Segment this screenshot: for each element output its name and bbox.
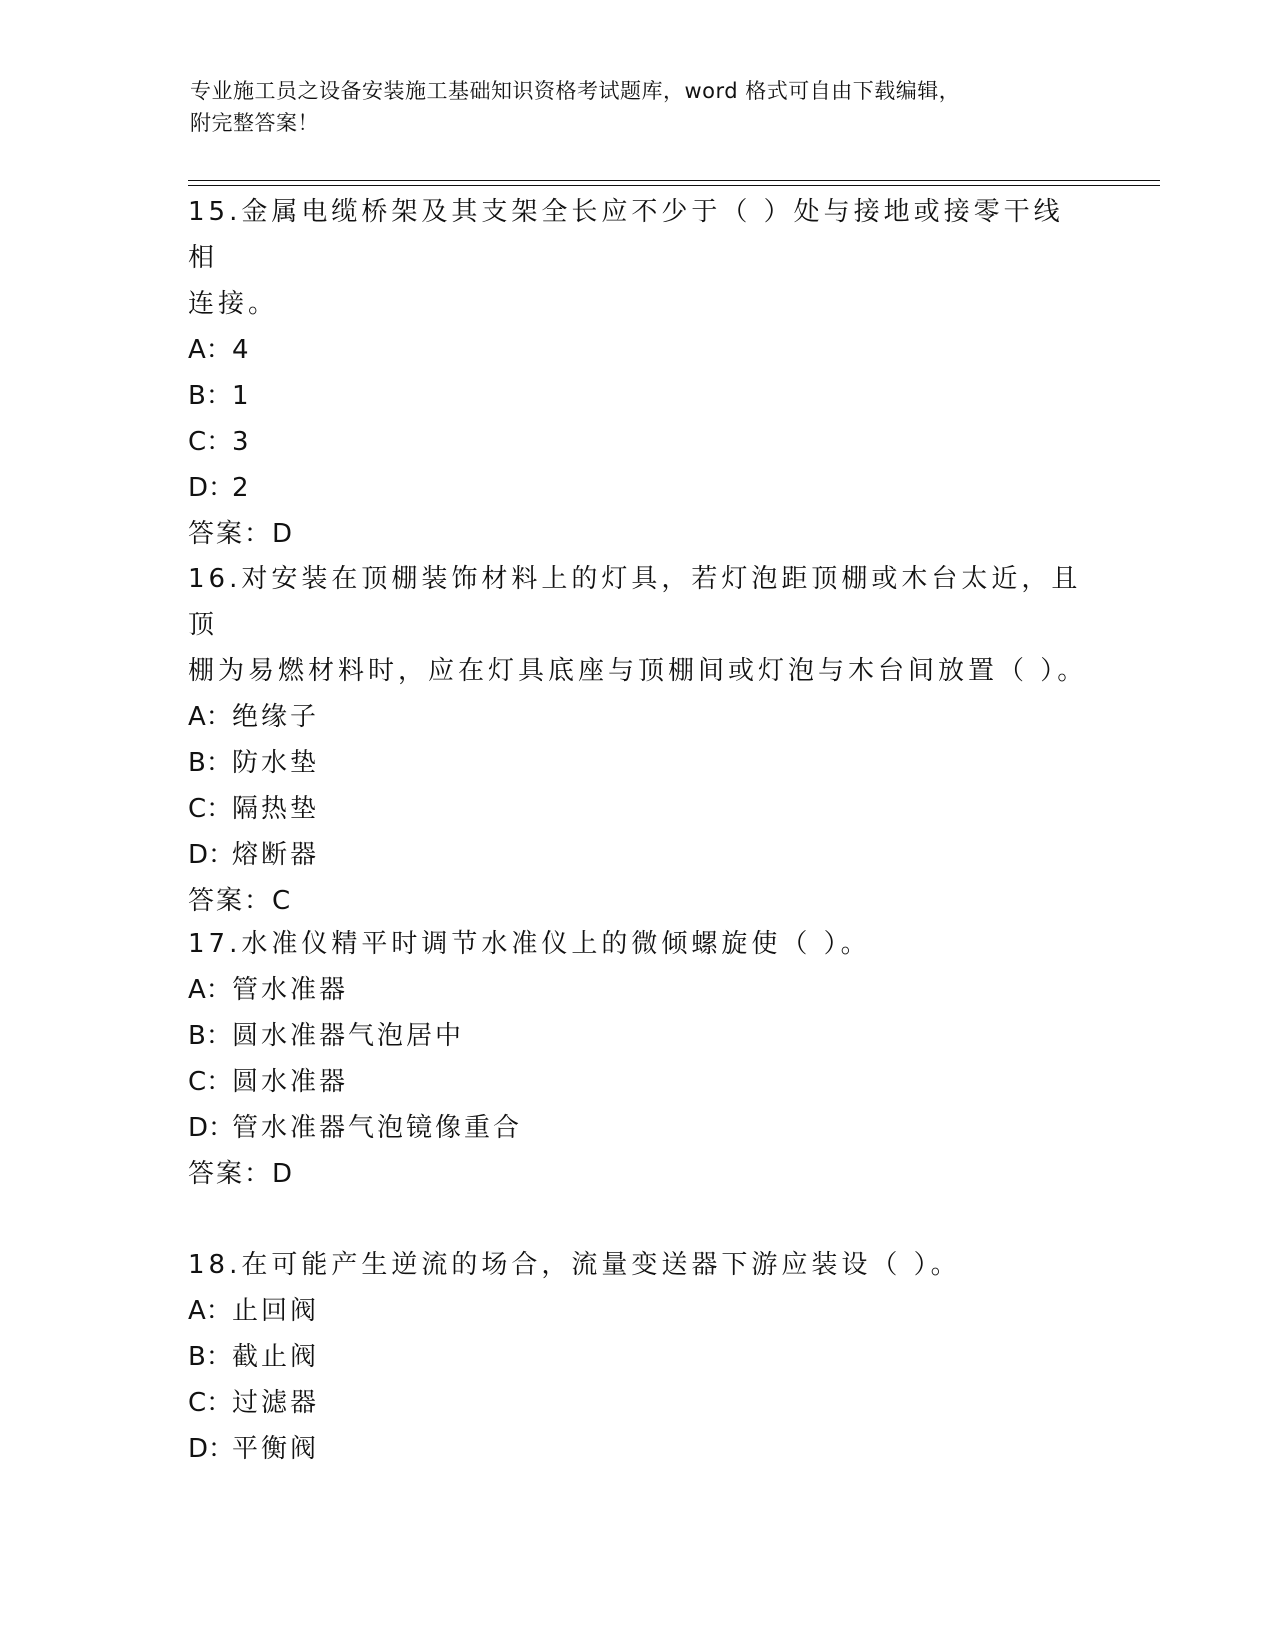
option-text: 过滤器 [232,1388,320,1418]
option-c [188,1380,1088,1426]
option-b [188,1013,1088,1059]
question-stem-line: 17.水准仪精平时调节水准仪上的微倾螺旋使（ ）。 [188,929,871,959]
option-c [188,1059,1088,1105]
option-key: D： [188,1113,235,1143]
option-c [188,786,1088,832]
option-text: 圆水准器 [232,1067,349,1097]
option-b [188,1334,1088,1380]
option-text: 平衡阀 [232,1434,320,1464]
header-line-1: 专业施工员之设备安装施工基础知识资格考试题库，word 格式可自由下载编辑， [190,79,961,103]
option-key: A： [188,335,232,365]
option-key: D： [188,840,235,870]
option-key: D： [188,1434,235,1464]
header-divider-top [188,180,1160,181]
option-text: 1 [232,381,252,411]
option-c [188,419,1088,465]
option-key: C： [188,427,233,457]
option-a [188,694,1088,740]
option-a [188,327,1088,373]
option-text: 3 [232,427,252,457]
option-key: C： [188,1388,233,1418]
option-key: B： [188,748,232,778]
question-stem-line: 16.对安装在顶棚装饰材料上的灯具，若灯泡距顶棚或木台太近，且顶 [188,564,1082,640]
option-d [188,465,1088,511]
answer-line: 答案：C [188,886,293,916]
option-key: A： [188,1296,232,1326]
question-stem-line: 18.在可能产生逆流的场合，流量变送器下游应装设（ ）。 [188,1250,961,1280]
option-key: C： [188,1067,233,1097]
option-a [188,1288,1088,1334]
header-line-2: 附完整答案！ [190,111,319,135]
question-stem-line: 15.金属电缆桥架及其支架全长应不少于（ ）处与接地或接零干线相 [188,197,1064,273]
option-key: D： [188,473,235,503]
option-text: 2 [232,473,252,503]
header-divider-bottom [188,185,1160,186]
question-15 [188,189,1088,557]
option-key: B： [188,381,232,411]
option-text: 管水准器气泡镜像重合 [232,1113,523,1143]
option-d [188,832,1088,878]
question-18 [188,1242,1088,1472]
option-text: 截止阀 [232,1342,320,1372]
option-text: 圆水准器气泡居中 [232,1021,465,1051]
option-text: 熔断器 [232,840,320,870]
answer-line: 答案：D [188,519,295,549]
question-stem-line: 棚为易燃材料时，应在灯具底座与顶棚间或灯泡与木台间放置（ ）。 [188,656,1088,686]
option-a [188,967,1088,1013]
question-17 [188,921,1088,1197]
option-key: A： [188,702,232,732]
option-key: B： [188,1342,232,1372]
question-16 [188,556,1088,924]
option-b [188,373,1088,419]
answer-line: 答案：D [188,1159,295,1189]
document-header [190,75,1070,139]
option-text: 防水垫 [232,748,320,778]
option-text: 管水准器 [232,975,349,1005]
option-d [188,1105,1088,1151]
option-text: 4 [232,335,252,365]
question-stem-line: 连接。 [188,289,279,319]
option-text: 隔热垫 [232,794,320,824]
option-key: B： [188,1021,232,1051]
option-b [188,740,1088,786]
option-text: 绝缘子 [232,702,320,732]
option-key: A： [188,975,232,1005]
option-text: 止回阀 [232,1296,320,1326]
option-key: C： [188,794,233,824]
option-d [188,1426,1088,1472]
